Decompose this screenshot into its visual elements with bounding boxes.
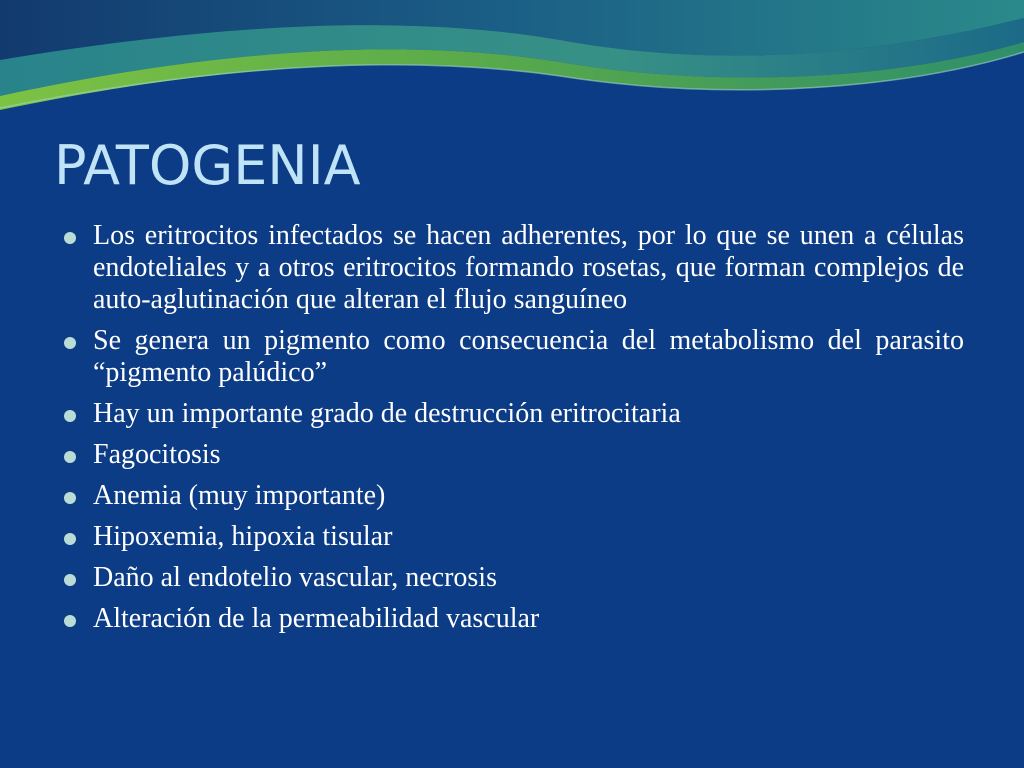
bullet-item [62,398,964,430]
bullet-item [62,439,964,471]
bullet-text: Hipoxemia, hipoxia tisular [93,521,393,552]
bullet-item [62,480,964,512]
bullet-item [62,220,964,316]
bullet-text: Los eritrocitos infectados se hacen adherentes, por lo que se unen a células endoteliales y a otros eritrocitos formando rosetas, que forman complejos de auto-aglutinación que alteran el flujo sanguíneo [93,220,964,315]
slide-title: PATOGENIA [54,134,361,197]
bullet-text: Fagocitosis [93,439,221,470]
bullet-text: Se genera un pigmento como consecuencia del metabolismo del parasito “pigmento palúdico” [93,325,964,388]
bullet-dot-icon [64,492,76,504]
bullet-text: Hay un importante grado de destrucción eritrocitaria [93,398,681,429]
bullet-list [62,220,964,644]
bullet-item [62,603,964,635]
bullet-text: Alteración de la permeabilidad vascular [93,603,540,634]
bullet-dot-icon [64,337,76,349]
bullet-dot-icon [64,615,76,627]
bullet-dot-icon [64,410,76,422]
bullet-dot-icon [64,451,76,463]
bullet-item [62,562,964,594]
bullet-text: Daño al endotelio vascular, necrosis [93,562,497,593]
bullet-dot-icon [64,533,76,545]
wave-header-decoration [0,0,1024,120]
bullet-item [62,521,964,553]
bullet-text: Anemia (muy importante) [93,480,386,511]
bullet-dot-icon [64,574,76,586]
bullet-dot-icon [64,232,76,244]
bullet-item [62,325,964,389]
